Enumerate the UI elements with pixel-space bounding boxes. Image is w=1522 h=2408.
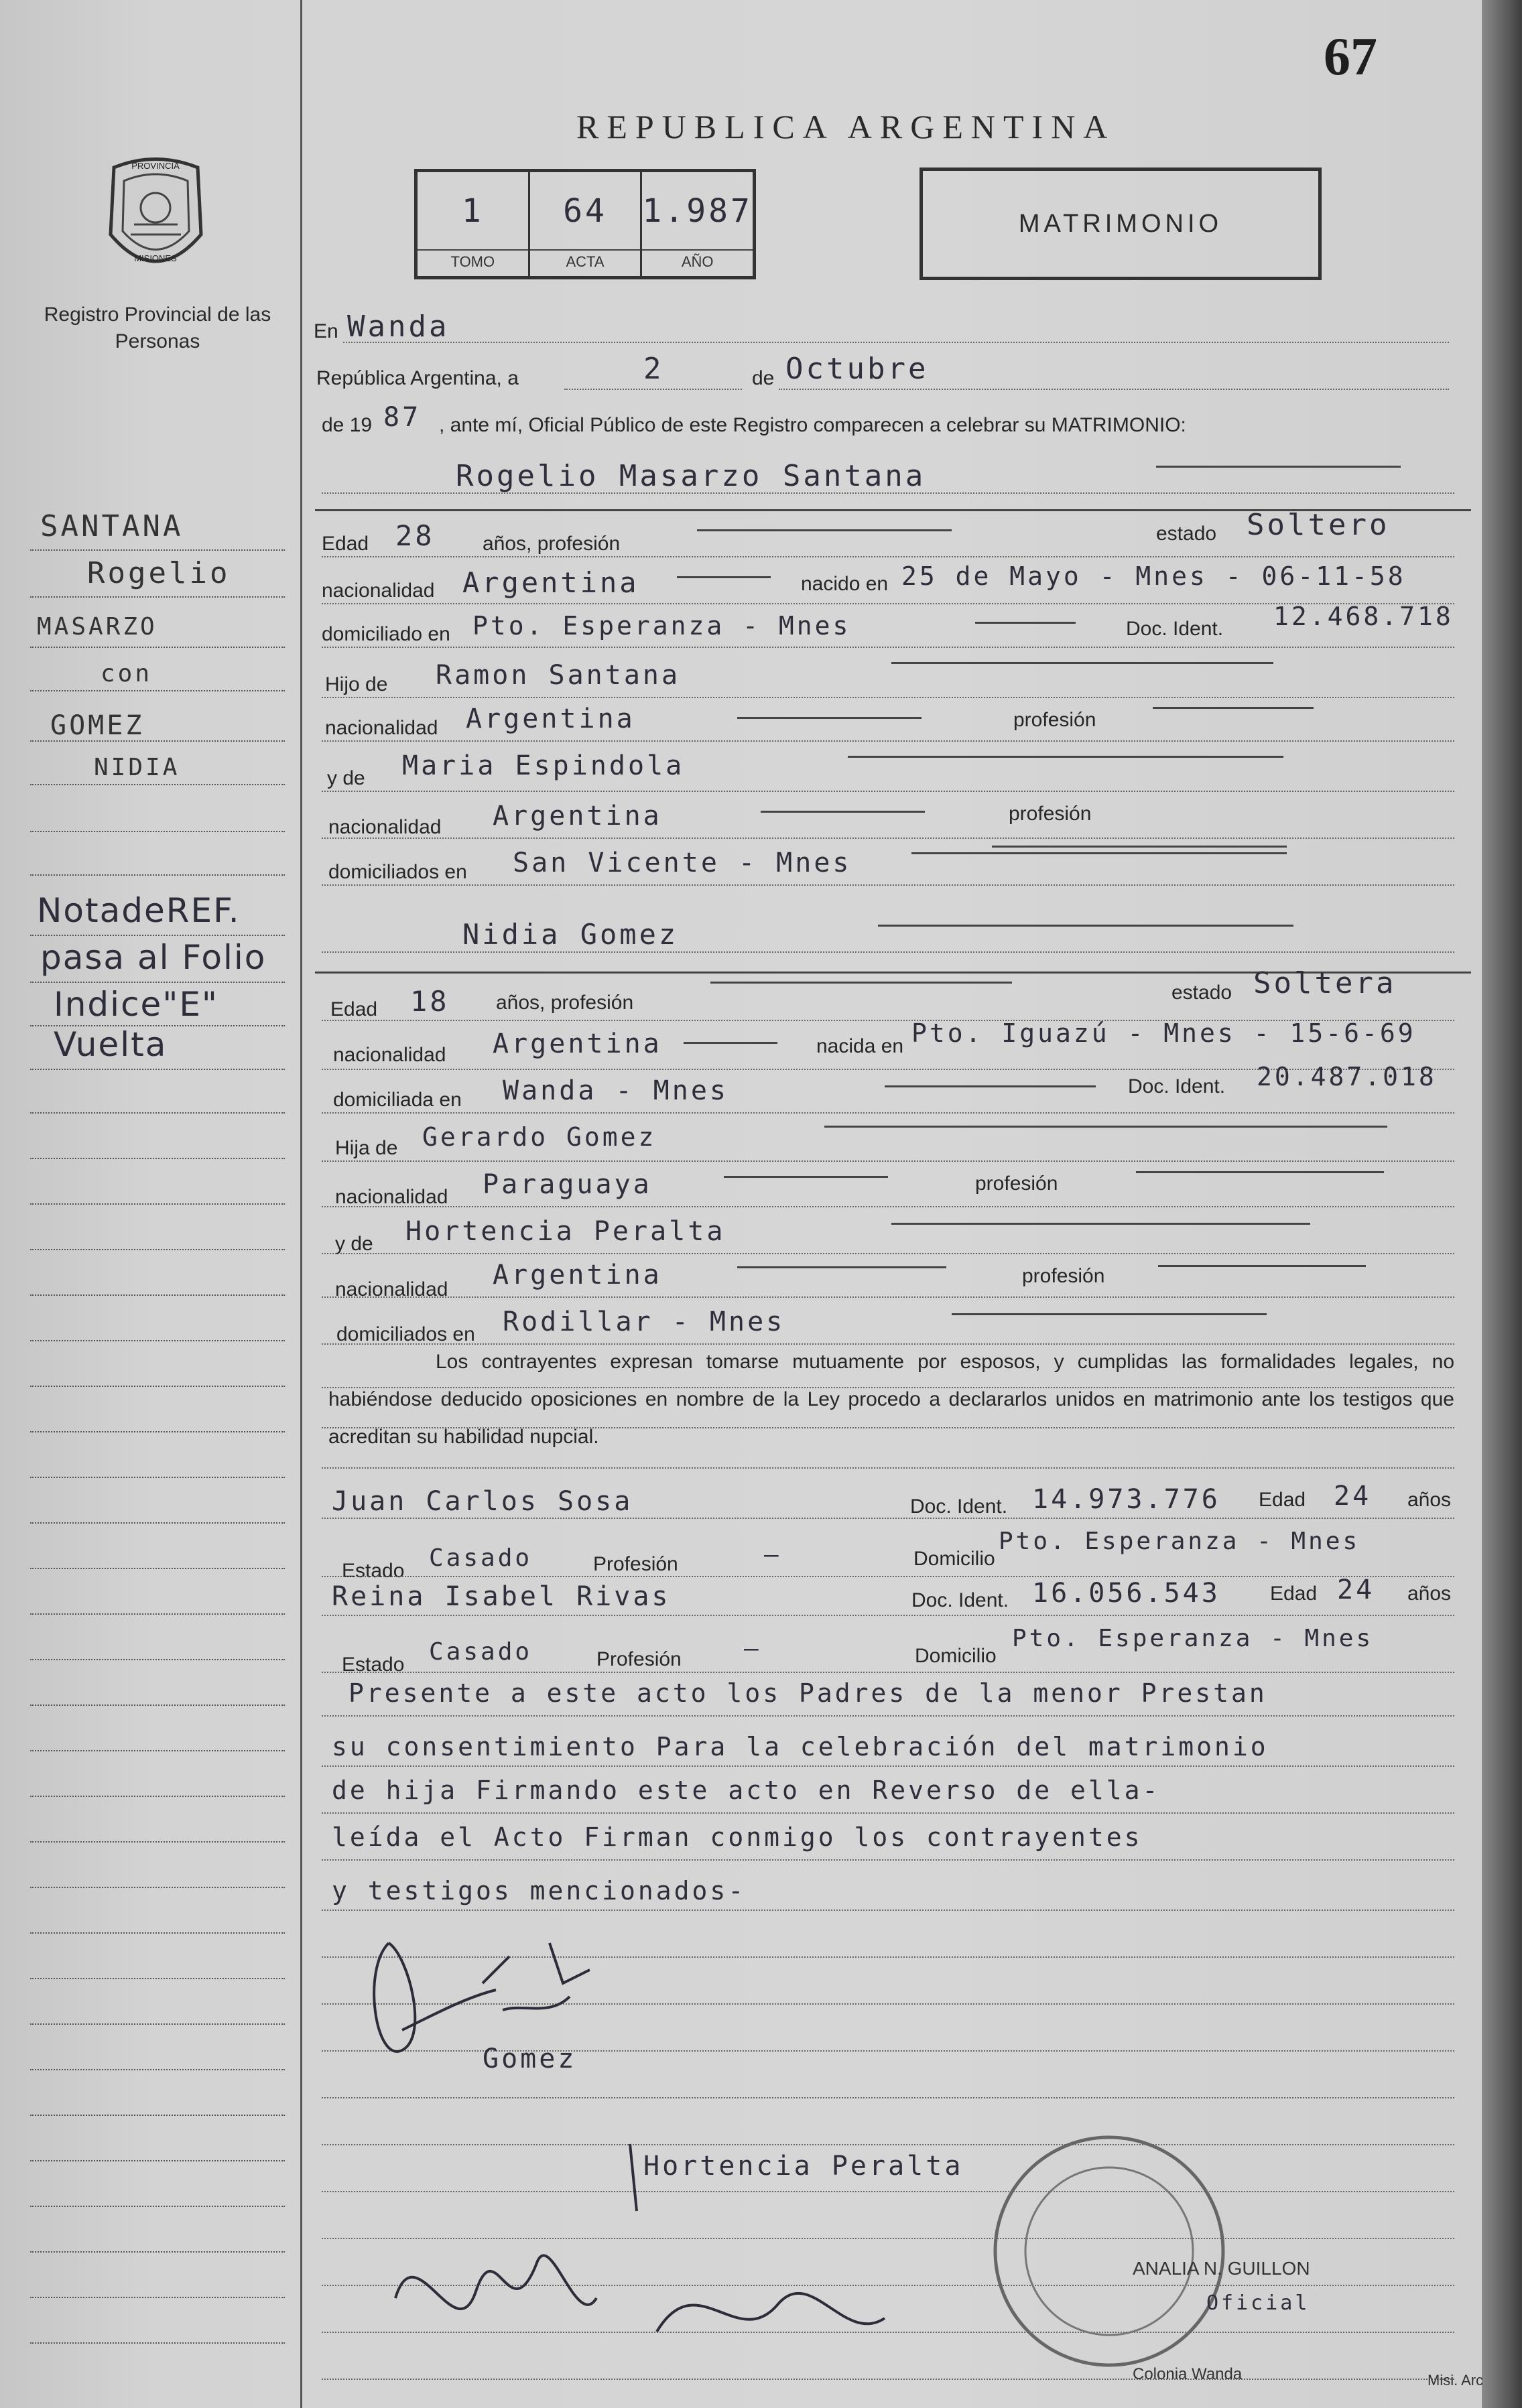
- margin-note-line-4: Vuelta: [54, 1025, 168, 1064]
- bride-father-nationality: Paraguaya: [483, 1169, 652, 1200]
- witness-1-name: Juan Carlos Sosa: [332, 1486, 633, 1517]
- province-seal-icon: [101, 154, 211, 281]
- margin-rule-line: [30, 1887, 285, 1888]
- margin-second-surname: MASARZO: [37, 613, 157, 641]
- witness-1-dom-label: Domicilio: [913, 1548, 995, 1570]
- groom-profession-label: años, profesión: [483, 533, 621, 555]
- bride-father: Gerardo Gomez: [422, 1122, 657, 1152]
- margin-rule-line: [30, 2342, 285, 2344]
- declaration-paragraph: Los contrayentes expresan tomarse mutuamente por esposos, y cumplidas las formalidades legales, no habiéndose deducido oposiciones en nombre de la Ley procedo a declararlos unidos en matrimonio ante los testigos que acreditan su habilidad nupcial.: [328, 1351, 1454, 1448]
- tomo-value: 1: [461, 192, 484, 230]
- witness-2-status-label: Estado: [342, 1654, 405, 1676]
- margin-rule-line: [30, 2069, 285, 2070]
- bride-age: 18: [410, 985, 450, 1018]
- margin-rule-line: [30, 1294, 285, 1296]
- witness-2-prof-label: Profesión: [596, 1648, 682, 1670]
- bride-born-label: nacida en: [816, 1035, 904, 1057]
- witness-2-age: 24: [1337, 1575, 1375, 1605]
- groom-father-nat-label: nacionalidad: [325, 717, 438, 739]
- stamp-text: Colonia Wanda: [1133, 2365, 1243, 2383]
- official-role: Oficial: [1206, 2291, 1310, 2315]
- page-number: 67: [1324, 27, 1377, 86]
- tomo-label: TOMO: [418, 249, 528, 271]
- bride-born: Pto. Iguazú - Mnes - 15-6-69: [911, 1018, 1416, 1048]
- groom-parents-dom-label: domiciliados en: [328, 861, 467, 883]
- witness-1-id-label: Doc. Ident.: [910, 1495, 1008, 1518]
- margin-rule-line: [30, 2160, 285, 2161]
- groom-mother-label: y de: [327, 767, 365, 789]
- record-type: MATRIMONIO: [1018, 210, 1223, 238]
- witness-1-age: 24: [1334, 1481, 1372, 1512]
- note-line-5: y testigos mencionados-: [332, 1876, 747, 1905]
- note-line-2: su consentimiento Para la celebración del matrimonio: [332, 1732, 1269, 1761]
- groom-age-label: Edad: [322, 533, 369, 555]
- groom-father-label: Hijo de: [325, 673, 388, 695]
- groom-status-label: estado: [1156, 523, 1217, 545]
- witness-1-profession: —: [764, 1541, 781, 1568]
- bride-father-label: Hija de: [335, 1137, 398, 1159]
- witness-2-id: 16.056.543: [1032, 1578, 1220, 1609]
- margin-note-line-1: NotadeREF.: [37, 891, 241, 930]
- groom-nationality-label: nacionalidad: [322, 580, 435, 602]
- groom-father-nationality: Argentina: [466, 704, 635, 734]
- groom-mother: Maria Espindola: [402, 750, 685, 781]
- year-prefix: de 19: [322, 414, 373, 436]
- margin-rule-line: [30, 1750, 285, 1751]
- margin-rule-line: [30, 1112, 285, 1114]
- intro-statement: , ante mí, Oficial Público de este Registro comparecen a celebrar su MATRIMONIO:: [439, 414, 1186, 436]
- record-type-box: [919, 168, 1322, 280]
- signature-1-text: Gomez: [483, 2044, 577, 2074]
- groom-mother-prof-label: profesión: [1009, 803, 1092, 825]
- ano-label: AÑO: [642, 249, 753, 271]
- registry-cell-acta: [530, 172, 643, 276]
- witness-1-years-label: años: [1407, 1489, 1452, 1511]
- groom-born-label: nacido en: [801, 573, 889, 595]
- witness-2-status: Casado: [429, 1638, 533, 1666]
- witness-1-status: Casado: [429, 1544, 533, 1572]
- bride-id-label: Doc. Ident.: [1128, 1075, 1226, 1097]
- groom-age: 28: [395, 519, 435, 552]
- bride-age-label: Edad: [330, 998, 378, 1020]
- bride-domicile: Wanda - Mnes: [503, 1075, 728, 1106]
- margin-rule-line: [30, 1522, 285, 1524]
- bride-nationality: Argentina: [493, 1028, 662, 1059]
- margin-con: con: [101, 660, 153, 687]
- registry-cell-ano: [642, 172, 753, 276]
- month-value: Octubre: [785, 352, 929, 386]
- note-line-4: leída el Acto Firman conmigo los contrayentes: [332, 1822, 1143, 1852]
- witness-2-age-label: Edad: [1270, 1583, 1318, 1605]
- witness-1-id: 14.973.776: [1032, 1484, 1220, 1515]
- groom-domicile-label: domiciliado en: [322, 623, 450, 645]
- margin-rule-line: [30, 1659, 285, 1660]
- day-value: 2: [643, 352, 664, 386]
- country-title: REPUBLICA ARGENTINA: [576, 108, 1116, 145]
- bottom-text: Misi. Arc: [1428, 2372, 1484, 2389]
- bride-nationality-label: nacionalidad: [333, 1044, 446, 1066]
- witness-1-status-label: Estado: [342, 1560, 405, 1582]
- margin-rule-line: [30, 2251, 285, 2253]
- margin-rule: [300, 0, 302, 2408]
- ano-value: 1.987: [642, 192, 753, 230]
- margin-rule-line: [30, 1704, 285, 1706]
- bride-parents-dom-label: domiciliados en: [336, 1323, 475, 1345]
- margin-rule-line: [30, 1568, 285, 1569]
- bride-status-label: estado: [1171, 982, 1232, 1004]
- margin-rule-line: [30, 1340, 285, 1341]
- margin-rule-line: [30, 1203, 285, 1205]
- note-line-3: de hija Firmando este acto en Reverso de ella-: [332, 1776, 1161, 1805]
- de-label: de: [752, 367, 775, 389]
- witness-2-profession: —: [744, 1635, 761, 1662]
- acta-value: 64: [563, 192, 607, 230]
- margin-bride-name: NIDIA: [94, 754, 180, 781]
- margin-note-line-3: Indice"E": [54, 985, 218, 1024]
- margin-rule-line: [30, 1477, 285, 1478]
- bride-domicile-label: domiciliada en: [333, 1089, 462, 1111]
- margin-rule-line: [30, 1841, 285, 1843]
- registry-cell-tomo: [418, 172, 530, 276]
- signature-2-text: Hortencia Peralta: [643, 2151, 964, 2182]
- margin-rule-line: [30, 1796, 285, 1797]
- binding-edge: [1482, 0, 1522, 2408]
- witness-1-age-label: Edad: [1259, 1489, 1306, 1511]
- groom-nationality: Argentina: [462, 566, 639, 599]
- groom-mother-nationality: Argentina: [493, 801, 662, 831]
- bride-id: 20.487.018: [1257, 1062, 1437, 1091]
- groom-name: Rogelio Masarzo Santana: [456, 459, 926, 493]
- bride-father-prof-label: profesión: [975, 1173, 1058, 1195]
- groom-id: 12.468.718: [1273, 602, 1454, 631]
- margin-rule-line: [30, 1158, 285, 1159]
- margin-rule-line: [30, 2023, 285, 2025]
- witness-1-prof-label: Profesión: [593, 1553, 678, 1575]
- groom-parents-domicile: San Vicente - Mnes: [513, 848, 852, 878]
- groom-born: 25 de Mayo - Mnes - 06-11-58: [901, 561, 1406, 591]
- margin-rule-line: [30, 1249, 285, 1250]
- margin-rule-line: [30, 1386, 285, 1387]
- year-suffix: 87: [383, 402, 422, 433]
- witness-2-id-label: Doc. Ident.: [911, 1589, 1009, 1611]
- bride-mother-prof-label: profesión: [1022, 1265, 1105, 1287]
- bride-name: Nidia Gomez: [462, 918, 679, 951]
- groom-father: Ramon Santana: [436, 660, 681, 691]
- margin-surname: SANTANA: [40, 509, 184, 543]
- bride-status: Soltera: [1253, 966, 1397, 1000]
- groom-mother-nat-label: nacionalidad: [328, 816, 442, 838]
- bride-mother-nat-label: nacionalidad: [335, 1278, 448, 1300]
- margin-note-line-2: pasa al Folio: [40, 938, 267, 977]
- bride-mother-label: y de: [335, 1233, 373, 1255]
- witness-2-years-label: años: [1407, 1583, 1452, 1605]
- groom-status: Soltero: [1247, 508, 1390, 542]
- margin-rule-line: [30, 1613, 285, 1615]
- margin-rule-line: [30, 2115, 285, 2116]
- republica-label: República Argentina, a: [316, 367, 519, 389]
- signature-1-scribble: [348, 1930, 684, 2104]
- bride-profession-label: años, profesión: [496, 992, 634, 1014]
- bride-parents-domicile: Rodillar - Mnes: [503, 1307, 785, 1337]
- registry-office: Registro Provincial de las Personas: [44, 304, 271, 352]
- groom-father-prof-label: profesión: [1013, 709, 1096, 731]
- bride-mother: Hortencia Peralta: [405, 1216, 726, 1247]
- note-line-1: Presente a este acto los Padres de la menor Prestan: [348, 1678, 1267, 1708]
- witness-2-dom-label: Domicilio: [915, 1645, 997, 1667]
- registry-box: [414, 169, 756, 279]
- margin-bride-surname: GOMEZ: [50, 710, 145, 741]
- seal-bottom-text: MISIONES: [134, 253, 177, 263]
- groom-domicile: Pto. Esperanza - Mnes: [472, 611, 851, 641]
- bride-mother-nationality: Argentina: [493, 1260, 662, 1290]
- acta-label: ACTA: [530, 249, 641, 271]
- bride-father-nat-label: nacionalidad: [335, 1186, 448, 1208]
- margin-firstname: Rogelio: [87, 556, 231, 590]
- margin-rule-line: [30, 2206, 285, 2207]
- witness-2-name: Reina Isabel Rivas: [332, 1581, 671, 1612]
- margin-rule-line: [30, 1431, 285, 1432]
- margin-rule-line: [30, 2297, 285, 2298]
- groom-id-label: Doc. Ident.: [1126, 618, 1224, 640]
- seal-top-text: PROVINCIA: [131, 161, 180, 171]
- place-value: Wanda: [347, 310, 450, 344]
- en-label: En: [314, 320, 338, 342]
- official-stamp-seal: [985, 2124, 1233, 2379]
- margin-rule-line: [30, 1932, 285, 1934]
- witness-2-domicile: Pto. Esperanza - Mnes: [1012, 1625, 1374, 1652]
- margin-rule-line: [30, 1978, 285, 1979]
- witness-1-domicile: Pto. Esperanza - Mnes: [999, 1528, 1360, 1555]
- official-name: ANALIA N. GUILLON: [1133, 2258, 1310, 2279]
